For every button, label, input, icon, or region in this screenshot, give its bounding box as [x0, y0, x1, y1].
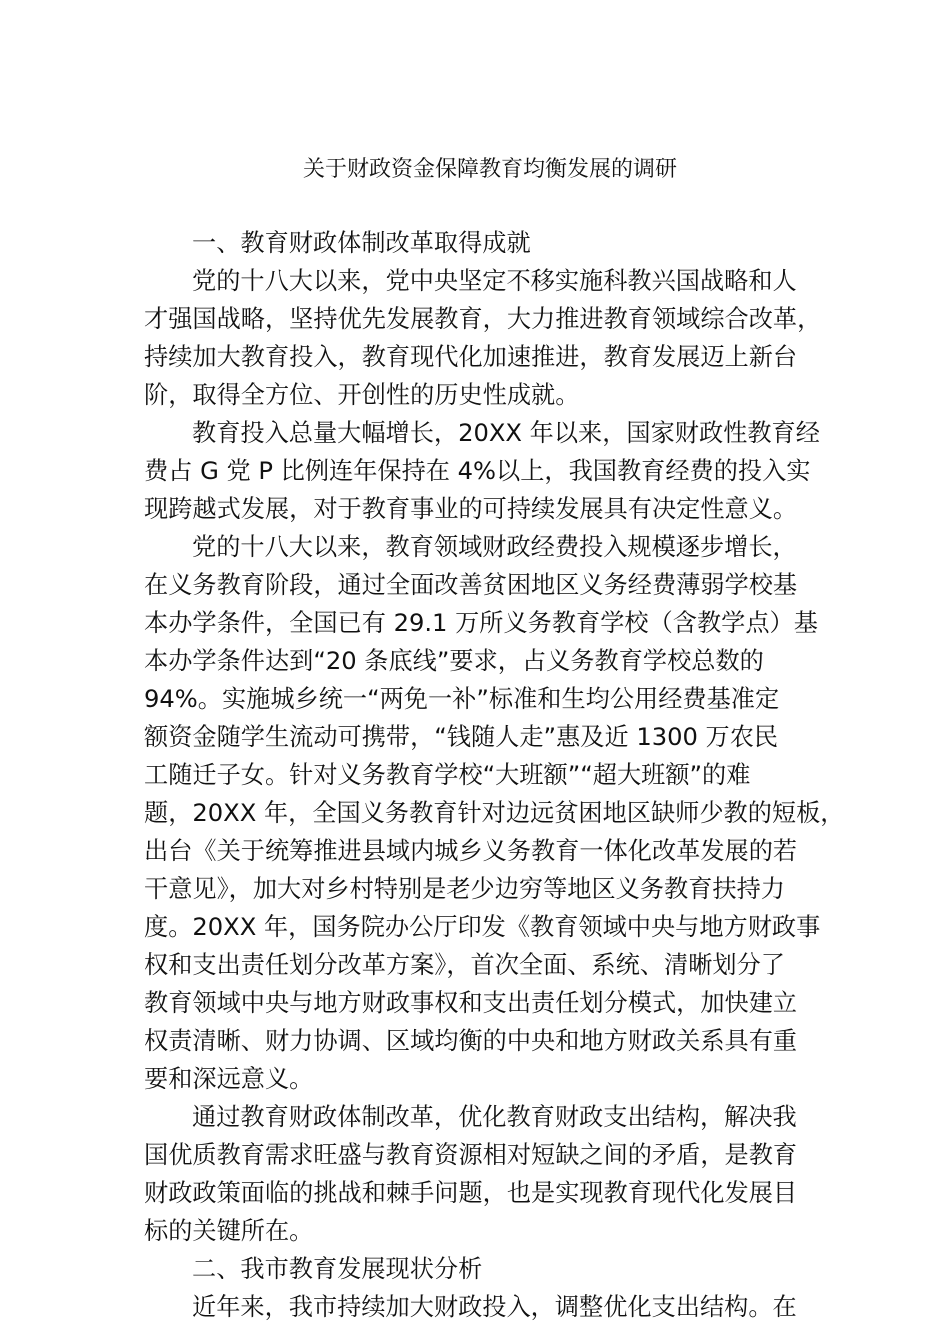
paragraph-line: 在义务教育阶段，通过全面改善贫困地区义务经费薄弱学校基 [144, 571, 798, 599]
paragraph-line: 近年来，我市持续加大财政投入，调整优化支出结构。在 [192, 1293, 797, 1321]
paragraph-line: 教育投入总量大幅增长，20XX 年以来，国家财政性教育经 [192, 419, 820, 447]
paragraph-line: 才强国战略，坚持优先发展教育，大力推进教育领域综合改革， [144, 305, 822, 333]
section-heading-2: 二、我市教育发展现状分析 [192, 1255, 483, 1283]
paragraph-line: 本办学条件，全国已有 29.1 万所义务教育学校（含教学点）基 [144, 609, 818, 637]
paragraph-line: 权责清晰、财力协调、区域均衡的中央和地方财政关系具有重 [144, 1027, 798, 1055]
paragraph-line: 额资金随学生流动可携带，“钱随人走”惠及近 1300 万农民 [144, 723, 779, 751]
paragraph-line: 国优质教育需求旺盛与教育资源相对短缺之间的矛盾，是教育 [144, 1141, 798, 1169]
document-title: 关于财政资金保障教育均衡发展的调研 [302, 157, 677, 182]
paragraph-line: 费占 G 党 P 比例连年保持在 4%以上，我国教育经费的投入实 [144, 457, 811, 485]
paragraph-line: 通过教育财政体制改革，优化教育财政支出结构，解决我 [192, 1103, 797, 1131]
paragraph-line: 工随迁子女。针对义务教育学校“大班额”“超大班额”的难 [144, 761, 751, 789]
paragraph-line: 题，20XX 年，全国义务教育针对边远贫困地区缺师少教的短板， [144, 799, 845, 827]
paragraph-line: 财政政策面临的挑战和棘手问题，也是实现教育现代化发展目 [144, 1179, 798, 1207]
paragraph-line: 权和支出责任划分改革方案》，首次全面、系统、清晰划分了 [144, 951, 785, 979]
paragraph-line: 党的十八大以来，教育领域财政经费投入规模逐步增长， [192, 533, 797, 561]
paragraph-line: 现跨越式发展，对于教育事业的可持续发展具有决定性意义。 [144, 495, 798, 523]
paragraph-line: 94%。实施城乡统一“两免一补”标准和生均公用经费基准定 [144, 685, 780, 713]
paragraph-line: 出台《关于统筹推进县域内城乡义务教育一体化改革发展的若 [144, 837, 798, 865]
paragraph-line: 教育领域中央与地方财政事权和支出责任划分模式，加快建立 [144, 989, 798, 1017]
paragraph-line: 本办学条件达到“20 条底线”要求，占义务教育学校总数的 [144, 647, 764, 675]
paragraph-line: 度。20XX 年，国务院办公厅印发《教育领域中央与地方财政事 [144, 913, 821, 941]
paragraph-line: 持续加大教育投入，教育现代化加速推进，教育发展迈上新台 [144, 343, 798, 371]
paragraph-line: 阶，取得全方位、开创性的历史性成就。 [144, 381, 580, 409]
paragraph-line: 标的关键所在。 [144, 1217, 314, 1245]
document-body [144, 224, 845, 1326]
paragraph-line: 党的十八大以来，党中央坚定不移实施科教兴国战略和人 [192, 267, 797, 295]
section-heading-1: 一、教育财政体制改革取得成就 [192, 229, 531, 257]
paragraph-line: 要和深远意义。 [144, 1065, 314, 1093]
paragraph-line: 干意见》，加大对乡村特别是老少边穷等地区义务教育扶持力 [144, 875, 785, 903]
